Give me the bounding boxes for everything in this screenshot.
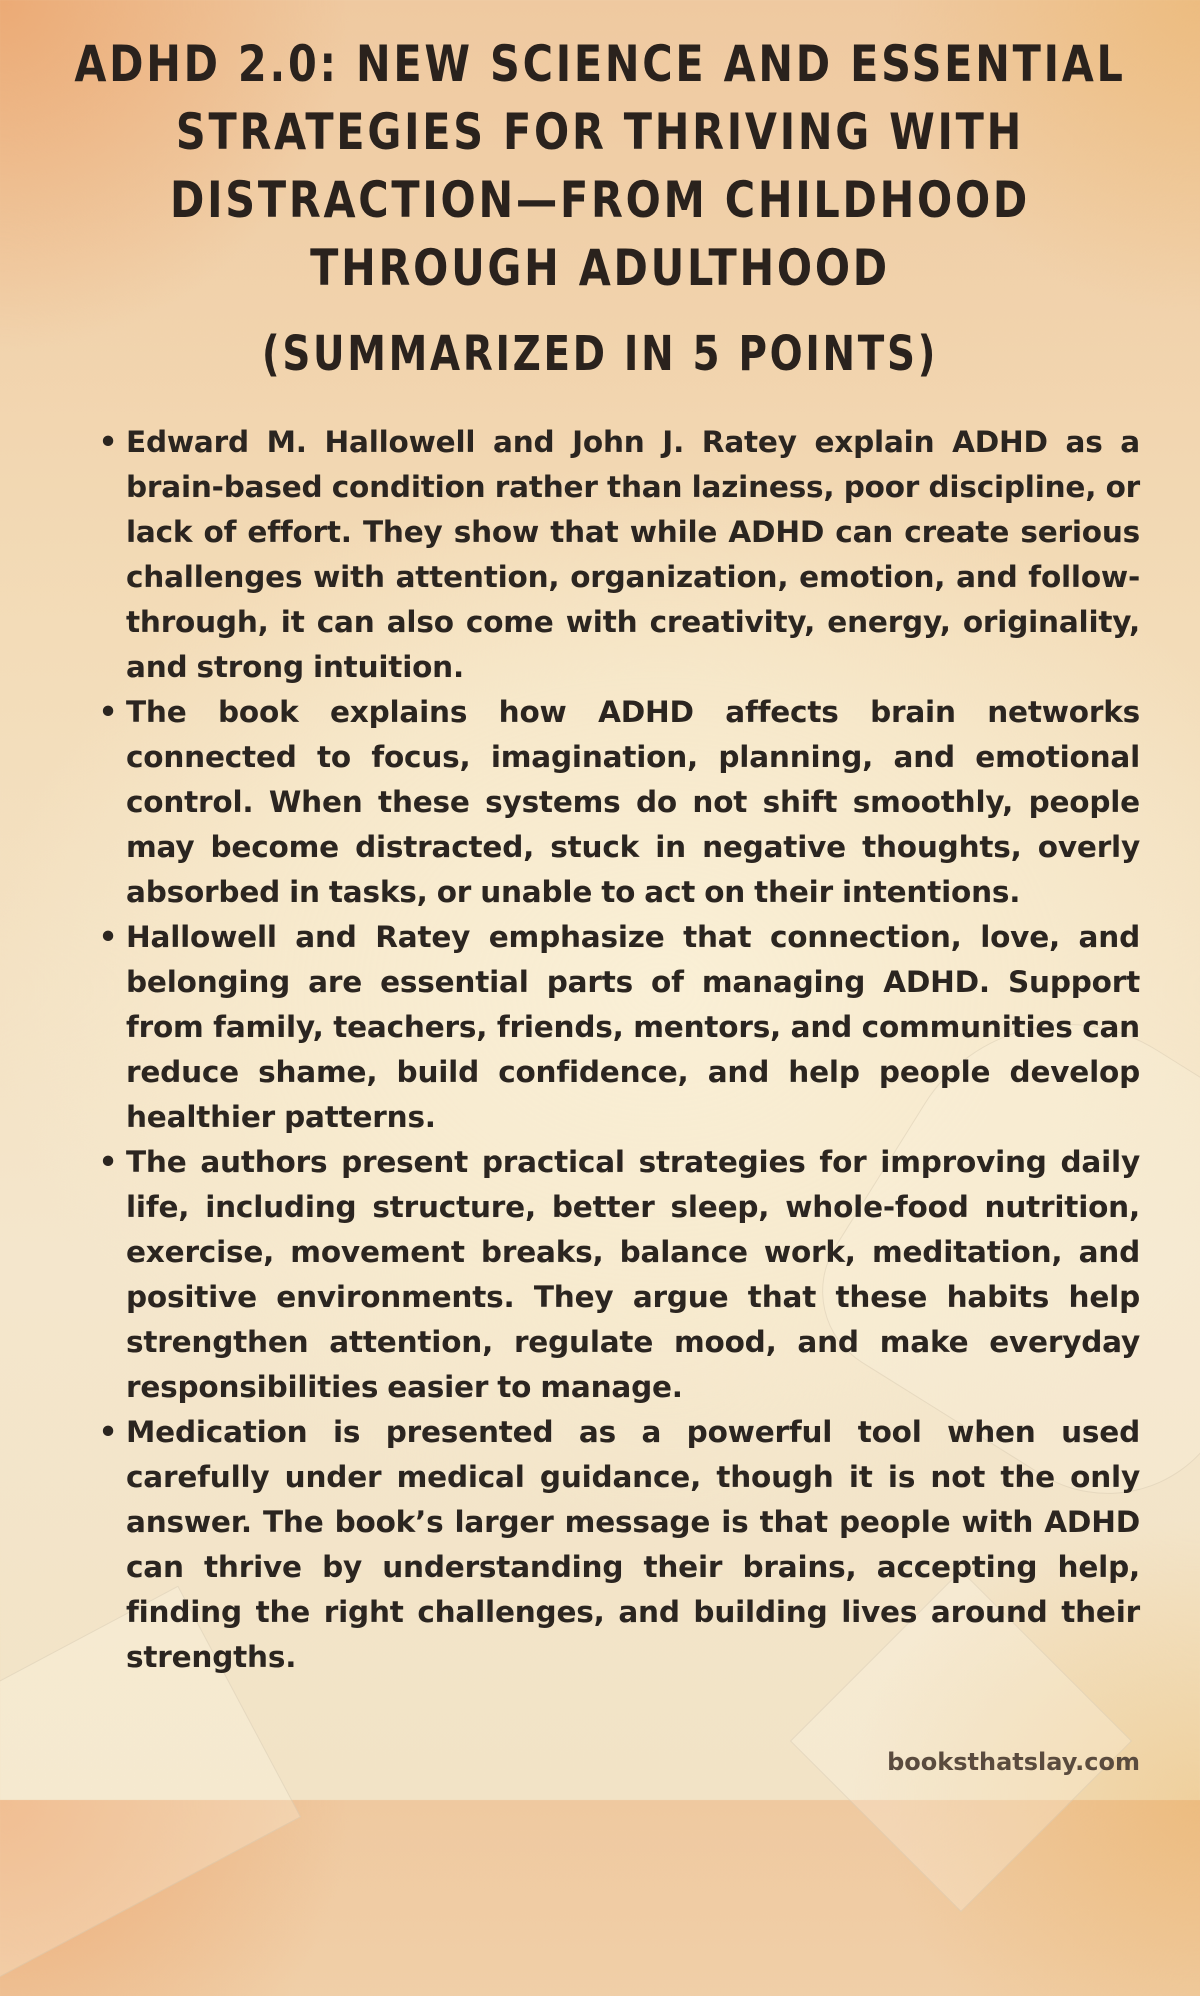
summary-points-list: [98, 420, 1140, 1680]
summary-point-text: Edward M. Hallowell and John J. Ratey explain ADHD as a brain-based condition rather than laziness, poor discipline, or lack of effort. They show that while ADHD can create serious challenges with attention, organization, emotion, and follow-through, it can also come with creativity, energy, originality, and strong intuition.: [126, 425, 1140, 684]
bullet-icon: •: [98, 1145, 118, 1179]
summary-point-4: [98, 1140, 1140, 1410]
summary-point-text: Hallowell and Ratey emphasize that connection, love, and belonging are essential parts of managing ADHD. Support from family, teachers, friends, mentors, and communities can reduce shame, build confidence, and help people develop healthier patterns.: [126, 920, 1140, 1134]
summary-point-1: [98, 420, 1140, 690]
summary-point-text: The book explains how ADHD affects brain networks connected to focus, imagination, planning, and emotional control. When these systems do not shift smoothly, people may become distracted, stuck in negative thoughts, overly absorbed in tasks, or unable to act on their intentions.: [126, 695, 1140, 909]
bullet-icon: •: [98, 695, 118, 729]
book-title: ADHD 2.0: NEW SCIENCE AND ESSENTIAL STRATEGIES FOR THRIVING WITH DISTRACTION—FROM CHILDHOOD THROUGH ADULTHOOD: [74, 35, 1126, 297]
bullet-icon: •: [98, 425, 118, 459]
page-header: [0, 30, 1200, 384]
site-watermark: booksthatslay.com: [887, 1748, 1140, 1776]
bullet-icon: •: [98, 920, 118, 954]
summary-point-3: [98, 915, 1140, 1140]
summary-point-text: Medication is presented as a powerful tool when used carefully under medical guidance, though it is not the only answer. The book’s larger message is that people with ADHD can thrive by understanding their brains, accepting help, finding the right challenges, and building lives around their strengths.: [126, 1415, 1140, 1674]
summary-point-text: The authors present practical strategies for improving daily life, including structure, better sleep, whole-food nutrition, exercise, movement breaks, balance work, meditation, and positive environments. They argue that these habits help strengthen attention, regulate mood, and make everyday responsibilities easier to manage.: [126, 1145, 1140, 1404]
bullet-icon: •: [98, 1415, 118, 1449]
summary-point-5: [98, 1410, 1140, 1680]
summary-subtitle: (SUMMARIZED IN 5 POINTS): [261, 326, 939, 382]
summary-point-2: [98, 690, 1140, 915]
